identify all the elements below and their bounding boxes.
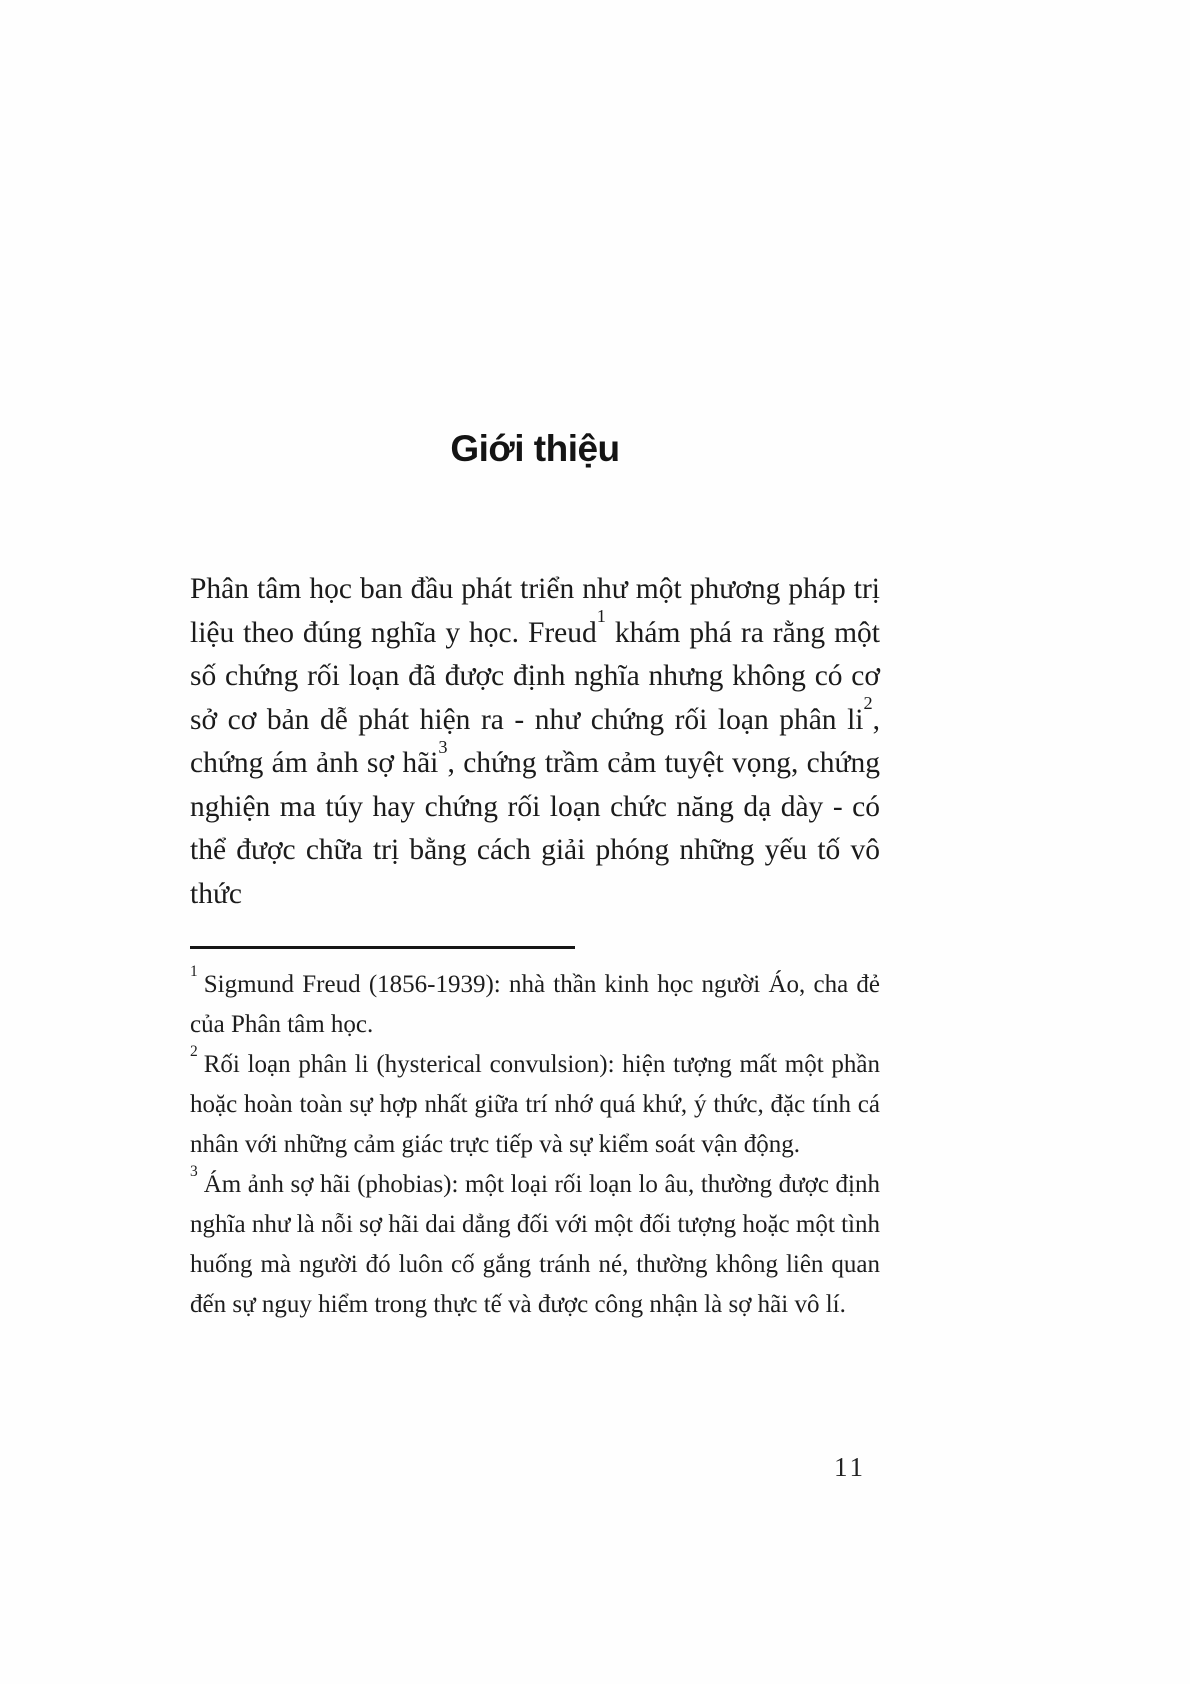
page-number: 11 xyxy=(834,1452,866,1482)
footnote-item xyxy=(190,962,880,1045)
footnote-marker: 3 xyxy=(190,1162,198,1180)
body-text-segment: Phân tâm học ban đầu phát triển như một phương pháp trị liệu theo đúng nghĩa y học. Freud xyxy=(190,573,880,649)
footnote-text: Rối loạn phân li (hysterical convulsion): hiện tượng mất một phần hoặc hoàn toàn sự hợp nhất giữa trí nhớ quá khứ, ý thức, đặc tính cá nhân với những cảm giác trực tiếp và sự kiểm soát vận động. xyxy=(190,1051,880,1158)
body-text-segment: , chứng trầm cảm tuyệt vọng, chứng nghiện ma túy hay chứng rối loạn chức năng dạ dày - có thể được chữa trị bằng cách giải phóng những yếu tố vô thức xyxy=(190,747,880,910)
footnote-ref-1: 1 xyxy=(596,606,606,627)
footnote-ref-3: 3 xyxy=(438,736,448,757)
body-text-segment: khám phá ra rằng một số chứng rối loạn đã được định nghĩa nhưng không có cơ sở cơ bản dễ phát hiện ra - như chứng rối loạn phân li xyxy=(190,616,880,736)
footnote-item xyxy=(190,1042,880,1165)
footnotes-section xyxy=(190,962,880,1325)
footnote-separator xyxy=(190,946,575,949)
footnote-text: Ám ảnh sợ hãi (phobias): một loại rối loạn lo âu, thường được định nghĩa như là nỗi sợ hãi dai dẳng đối với một đối tượng hoặc một tình huống mà người đó luôn cố gắng tránh né, thường không liên quan đến sự nguy hiểm trong thực tế và được công nhận là sợ hãi vô lí. xyxy=(190,1171,880,1318)
body-paragraph xyxy=(190,568,880,916)
footnote-marker: 1 xyxy=(190,962,198,980)
footnote-text: Sigmund Freud (1856-1939): nhà thần kinh học người Áo, cha đẻ của Phân tâm học. xyxy=(190,971,880,1038)
page-content xyxy=(190,0,880,1325)
footnote-ref-2: 2 xyxy=(863,693,873,714)
body-text-segment: , chứng ám ảnh sợ hãi xyxy=(190,703,880,779)
footnote-marker: 2 xyxy=(190,1042,198,1060)
chapter-heading: Giới thiệu xyxy=(450,428,620,469)
footnote-item xyxy=(190,1162,880,1325)
